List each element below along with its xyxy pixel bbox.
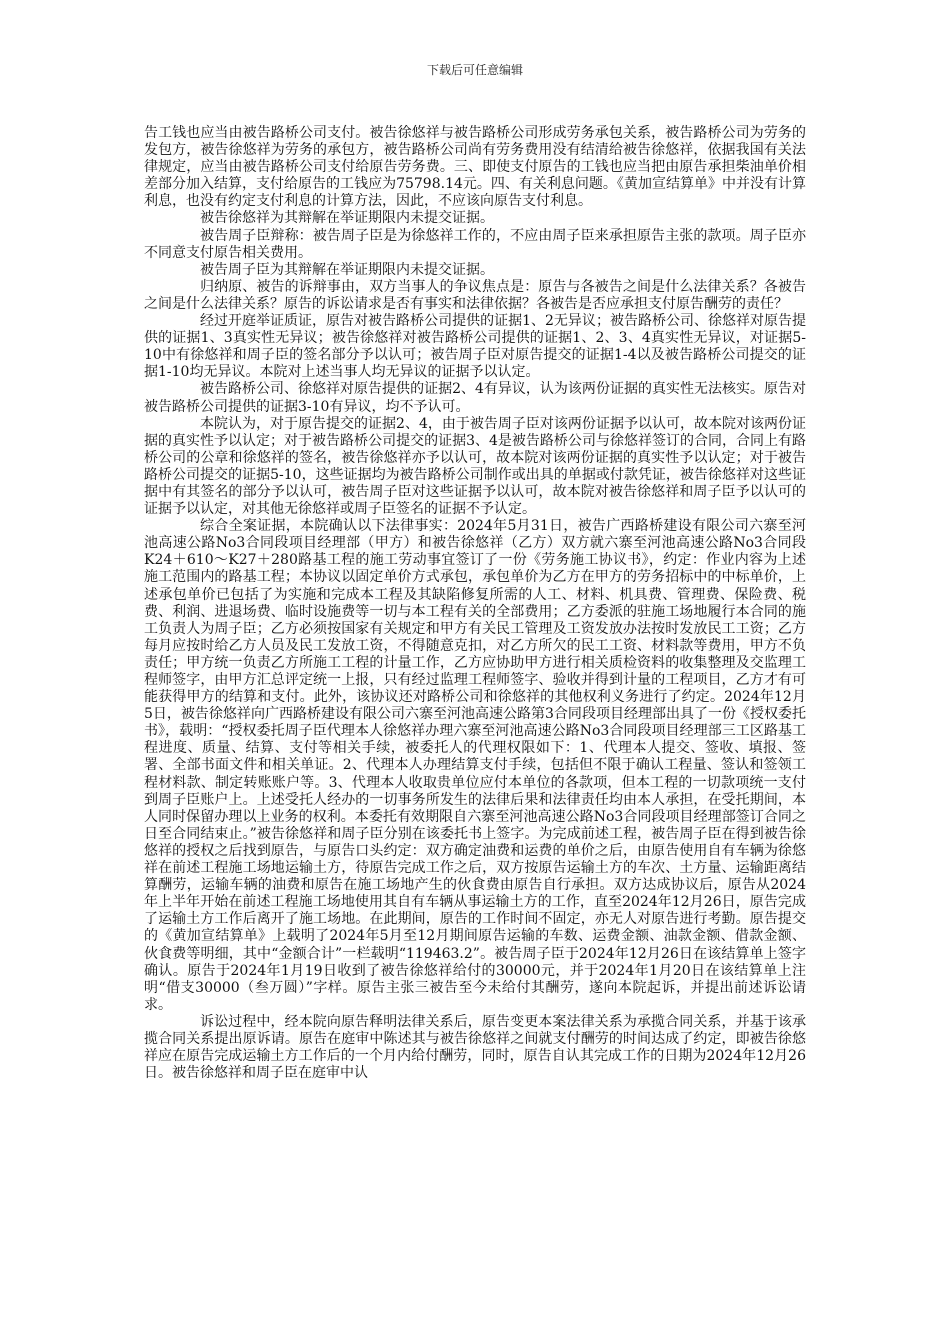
paragraph-8: 本院认为，对于原告提交的证据2、4，由于被告周子臣对该两份证据予以认可，故本院对该两份证据的真实性予以认定；对于被告路桥公司提交的证据3、4是被告路桥公司与徐悠祥签订的合同，合同上有路桥公司的公章和徐悠祥的签名，被告徐悠祥亦予以认可，故本院对该两份证据的真实性予以认定；对于被告路桥公司提交的证据5-10，这些证据均为被告路桥公司制作或出具的单据或付款凭证，被告徐悠祥对这些证据中有其签名的部分予以认可，被告周子臣对这些证据予以认可，故本院对被告徐悠祥和周子臣予以认可的证据予以认定，对其他无徐悠祥或周子臣签名的证据不予认定。: [144, 415, 806, 518]
paragraph-5: 归纳原、被告的诉辩事由，双方当事人的争议焦点是：原告与各被告之间是什么法律关系？各被告之间是什么法律关系？原告的诉讼请求是否有事实和法律依据？各被告是否应承担支付原告酬劳的责任？: [144, 278, 806, 312]
paragraph-10: 诉讼过程中，经本院向原告释明法律关系后，原告变更本案法律关系为承揽合同关系，并基于该承揽合同关系提出原诉请。原告在庭审中陈述其与被告徐悠祥之间就支付酬劳的时间达成了约定，即被告徐悠祥应在原告完成运输土方工作后的一个月内给付酬劳，同时，原告自认其完成工作的日期为2024年12月26日。被告徐悠祥和周子臣在庭审中认: [144, 1013, 806, 1082]
paragraph-3: 被告周子臣辩称：被告周子臣是为徐悠祥工作的，不应由周子臣来承担原告主张的款项。周子臣亦不同意支付原告相关费用。: [144, 227, 806, 261]
document-body: [144, 125, 806, 1082]
paragraph-4: 被告周子臣为其辩解在举证期限内未提交证据。: [200, 261, 494, 278]
paragraph-7: 被告路桥公司、徐悠祥对原告提供的证据2、4有异议，认为该两份证据的真实性无法核实。原告对被告路桥公司提供的证据3-10有异议，均不予认可。: [144, 381, 806, 415]
paragraph-6: 经过开庭举证质证，原告对被告路桥公司提供的证据1、2无异议；被告路桥公司、徐悠祥对原告提供的证据1、3真实性无异议；被告徐悠祥对被告路桥公司提供的证据1、2、3、4真实性无异议，对证据5-10中有徐悠祥和周子臣的签名部分予以认可；被告周子臣对原告提交的证据1-4以及被告路桥公司提交的证据1-10均无异议。本院对上述当事人均无异议的证据予以认定。: [144, 313, 806, 381]
paragraph-9: 综合全案证据，本院确认以下法律事实：2024年5月31日，被告广西路桥建设有限公司六寨至河池高速公路No3合同段项目经理部（甲方）和被告徐悠祥（乙方）双方就六寨至河池高速公路No3合同段K24＋610～K27＋280路基工程的施工劳动事宜签订了一份《劳务施工协议书》，约定：作业内容为上述施工范围内的路基工程；本协议以固定单价方式承包，承包单价为乙方在甲方的劳务招标中的中标单价，上述承包单价已包括了为实施和完成本工程及其缺陷修复所需的人工、材料、机具费、管理费、保险费、税费、利润、进退场费、临时设施费等一切与本工程有关的全部费用；乙方委派的驻施工场地履行本合同的施工负责人为周子臣；乙方必须按国家有关规定和甲方有关民工管理及工资发放办法按时发放民工工资；乙方每月应按时给乙方人员及民工发放工资，不得随意克扣，对乙方所欠的民工工资、材料款等费用，甲方不负责任；甲方统一负责乙方所施工工程的计量工作，乙方应协助甲方进行相关质检资料的收集整理及交监理工程师签字，由甲方汇总评定统一上报，只有经过监理工程师签字、验收并得到计量的工程项目，乙方才有可能获得甲方的结算和支付。此外，该协议还对路桥公司和徐悠祥的其他权利义务进行了约定。2024年12月5日，被告徐悠祥向广西路桥建设有限公司六寨至河池高速公路第3合同段项目经理部出具了一份《授权委托书》，载明：“授权委托周子臣代理本人徐悠祥办理六寨至河池高速公路No3合同段项目经理部三工区路基工程进度、质量、结算、支付等相关手续，被委托人的代理权限如下：1、代理本人提交、签收、填报、签署、全部书面文件和相关单证。2、代理本人办理结算支付手续，包括但不限于确认工程量、签认和签领工程材料款、制定转账账户等。3、代理本人收取贵单位应付本单位的各款项，但本工程的一切款项统一支付到周子臣账户上。上述受托人经办的一切事务所发生的法律后果和法律责任均由本人承担，在受托期间，本人同时保留办理以上业务的权利。本委托有效期限自六寨至河池高速公路No3合同段项目经理部签订合同之日至合同结束止。”被告徐悠祥和周子臣分别在该委托书上签字。为完成前述工程，被告周子臣在得到被告徐悠祥的授权之后找到原告，与原告口头约定：双方确定油费和运费的单价之后，由原告使用自有车辆为徐悠祥在前述工程施工场地运输土方，待原告完成工作之后，双方按原告运输土方的车次、土方量、运输距离结算酬劳，运输车辆的油费和原告在施工场地产生的伙食费由原告自行承担。双方达成协议后，原告从2024年上半年开始在前述工程施工场地使用其自有车辆从事运输土方的工作，直至2024年12月26日，原告完成了运输土方工作后离开了施工场地。在此期间，原告的工作时间不固定，亦无人对原告进行考勤。原告提交的《黄加宣结算单》上载明了2024年5月至12月期间原告运输的车数、运费金额、油款金额、借款金额、伙食费等明细，其中“金额合计”一栏载明“119463.2”。被告周子臣于2024年12月26日在该结算单上签字确认。原告于2024年1月19日收到了被告徐悠祥给付的30000元，并于2024年1月20日在该结算单上注明“借支30000（叁万圆）”字样。原告主张三被告至今未给付其酬劳，遂向本院起诉，并提出前述诉讼请求。: [144, 518, 806, 1013]
page-header: 下载后可任意编辑: [426, 63, 523, 77]
paragraph-1: 告工钱也应当由被告路桥公司支付。被告徐悠祥与被告路桥公司形成劳务承包关系，被告路桥公司为劳务的发包方，被告徐悠祥为劳务的承包方，被告路桥公司尚有劳务费用没有结清给被告徐悠祥，依据我国有关法律规定，应当由被告路桥公司支付给原告劳务费。三、即使支付原告的工钱也应当把由原告承担柴油单价相差部分加入结算，支付给原告的工钱应为75798.14元。四、有关利息问题。《黄加宣结算单》中并没有计算利息，也没有约定支付利息的计算方法，因此，不应该向原告支付利息。: [144, 125, 806, 210]
paragraph-2: 被告徐悠祥为其辩解在举证期限内未提交证据。: [200, 210, 494, 227]
